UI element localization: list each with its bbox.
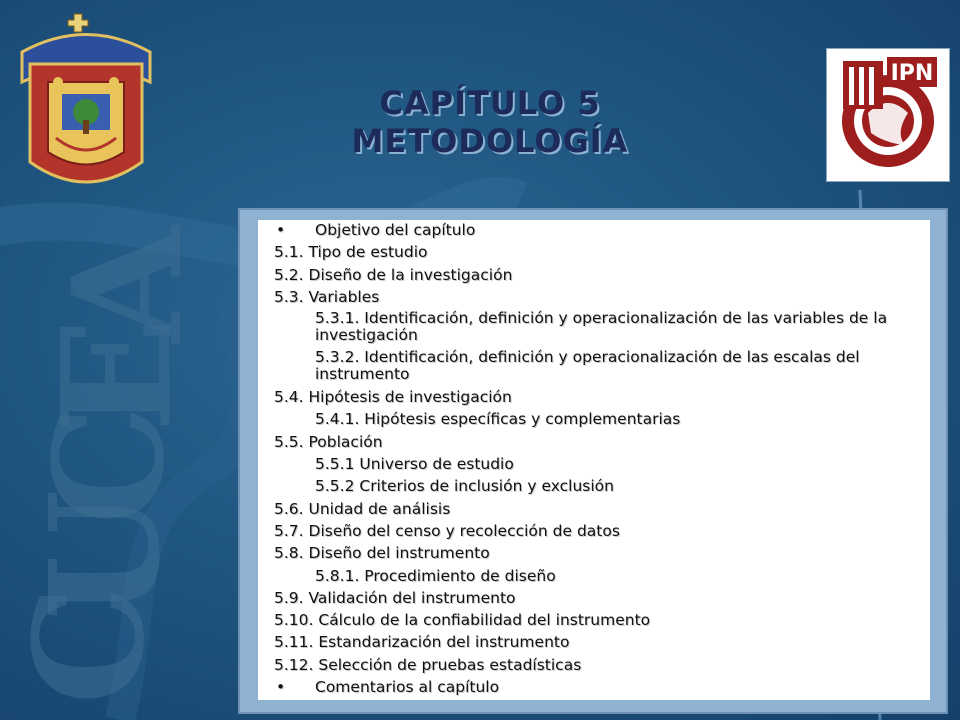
ipn-emblem-logo (835, 53, 941, 177)
slide-title-line1: CAPÍTULO 5 (379, 84, 601, 122)
watermark-letter: C (21, 405, 198, 525)
cucea-watermark (1, 226, 230, 710)
toc-subsection-item: 5.3.2. Identificación, definición y operacionalización de las escalas del instrumento (315, 348, 860, 384)
toc-section-item: 5.2. Diseño de la investigación (274, 265, 513, 284)
watermark-letter: E (29, 317, 206, 433)
toc-section-item: 5.3. Variables (274, 287, 380, 306)
ipn-logo-text: IPN (890, 61, 934, 86)
ipn-logo-box (826, 48, 950, 182)
toc-bullet-item: • Comentarios al capítulo (274, 676, 924, 698)
toc-section-item: 5.6. Unidad de análisis (274, 499, 451, 518)
toc-subsection-item: 5.5.2 Criterios de inclusión y exclusión (315, 477, 614, 496)
toc-subsection-item: 5.3.1. Identificación, definición y operacionalización de las variables de la investigación (315, 309, 888, 345)
toc-section-item: 5.8. Diseño del instrumento (274, 544, 490, 563)
toc-section-item: 5.11. Estandarización del instrumento (274, 633, 570, 652)
toc-section-item: 5.12. Selección de pruebas estadísticas (274, 655, 582, 674)
toc-section-item: 5.7. Diseño del censo y recolección de datos (274, 521, 620, 540)
watermark-letter: A (40, 226, 217, 344)
toc-section-item: 5.4. Hipótesis de investigación (274, 388, 512, 407)
watermark-letter: C (1, 585, 178, 705)
toc-section-item: 5.1. Tipo de estudio (274, 243, 428, 262)
toc-section-item: 5.9. Validación del instrumento (274, 588, 516, 607)
toc-subsection-item: 5.8.1. Procedimiento de diseño (315, 566, 556, 585)
toc-subsection-item: 5.4.1. Hipótesis específicas y complementarias (315, 410, 681, 429)
toc-bullet-item: • Objetivo del capítulo (274, 219, 924, 241)
toc-section-item: 5.5. Población (274, 432, 383, 451)
udg-seal-logo (12, 12, 160, 198)
table-of-contents (274, 219, 924, 698)
slide-title (250, 84, 730, 160)
watermark-letter: U (17, 489, 194, 621)
toc-subsection-item: 5.5.1 Universo de estudio (315, 455, 514, 474)
slide-title-line2: METODOLOGÍA (351, 122, 629, 160)
toc-section-item: 5.10. Cálculo de la confiabilidad del instrumento (274, 611, 651, 630)
